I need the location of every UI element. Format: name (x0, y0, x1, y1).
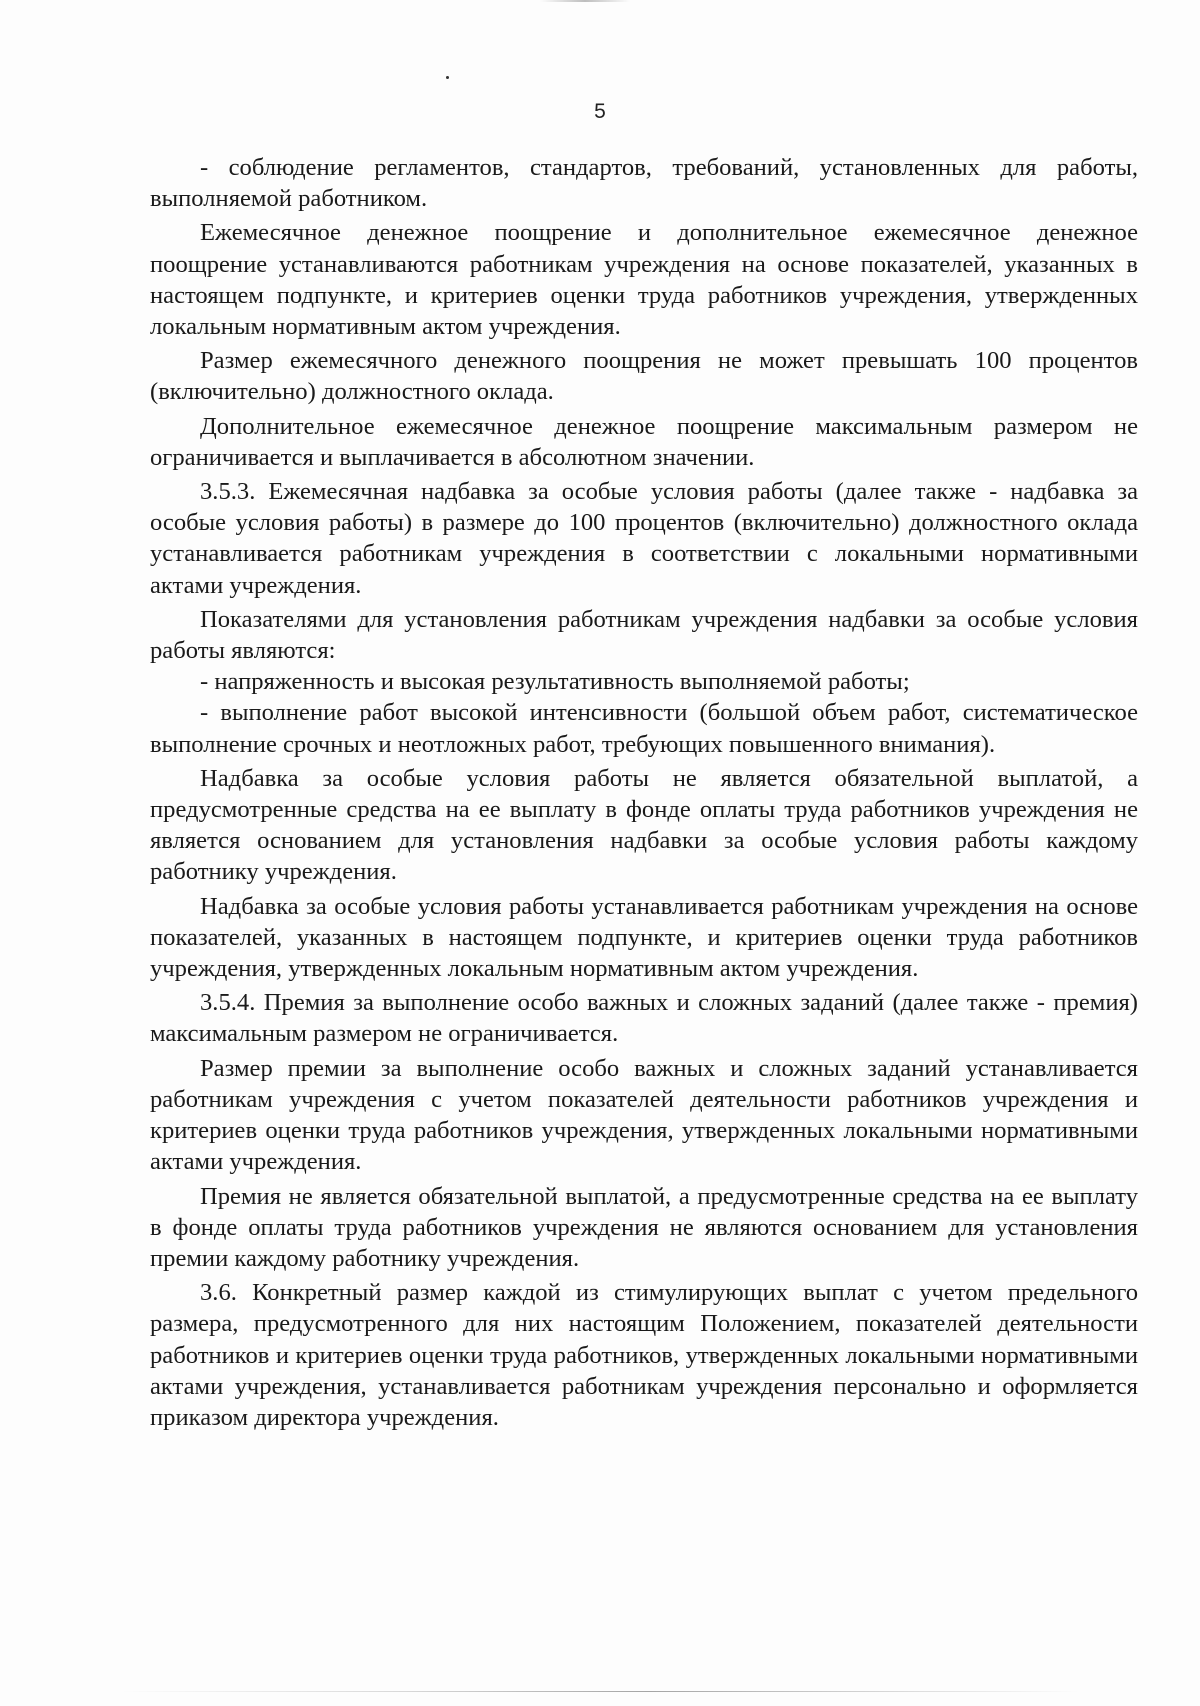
paragraph-7: - напряженность и высокая результативность выполняемой работы; (200, 668, 910, 696)
paragraph-9: Надбавка за особые условия работы не является обязательной выплатой, а предусмотренные средства на ее выплату в фонде оплаты труда работников учреждения не является основанием для установления надбавки за особые условия работы каждому работнику учреждения. (150, 764, 1138, 886)
paragraph-13: Премия не является обязательной выплатой, а предусмотренные средства на ее выплату в фонде оплаты труда работников учреждения не являются основанием для установления премии каждому работнику учреждения. (150, 1182, 1138, 1272)
paragraph-2: Ежемесячное денежное поощрение и дополнительное ежемесячное денежное поощрение устанавливаются работникам учреждения на основе показателей, указанных в настоящем подпункте, и критериев оценки труда работников учреждения, утвержденных локальным нормативным актом учреждения. (150, 219, 1138, 341)
paragraph-14: 3.6. Конкретный размер каждой из стимулирующих выплат с учетом предельного размера, предусмотренного для них настоящим Положением, показателей деятельности работников и критериев оценки труда работников, утвержденных локальными нормативными актами учреждения, устанавливается работникам учреждения персонально и оформляется приказом директора учреждения. (150, 1279, 1138, 1431)
paragraph-8: - выполнение работ высокой интенсивности (большой объем работ, систематическое выполнение срочных и неотложных работ, требующих повышенного внимания). (150, 699, 1138, 758)
paragraph-10: Надбавка за особые условия работы устанавливается работникам учреждения на основе показателей, указанных в настоящем подпункте, и критериев оценки труда работников учреждения, утвержденных локальным нормативным актом учреждения. (150, 892, 1138, 983)
page-number: 5 (594, 100, 606, 123)
paragraph-4: Дополнительное ежемесячное денежное поощрение максимальным размером не ограничивается и выплачивается в абсолютном значении. (150, 412, 1138, 471)
paragraph-11: 3.5.4. Премия за выполнение особо важных и сложных заданий (далее также - премия) максимальным размером не ограничивается. (150, 989, 1138, 1048)
paragraph-5: 3.5.3. Ежемесячная надбавка за особые условия работы (далее также - надбавка за особые условия работы) в размере до 100 процентов (включительно) должностного оклада устанавливается работникам учреждения в соответствии с локальными нормативными актами учреждения. (150, 478, 1138, 599)
paragraph-3: Размер ежемесячного денежного поощрения не может превышать 100 процентов (включительно) должностного оклада. (150, 347, 1138, 406)
paragraph-1: - соблюдение регламентов, стандартов, требований, установленных для работы, выполняемой работником. (150, 154, 1138, 213)
paragraph-12: Размер премии за выполнение особо важных и сложных заданий устанавливается работникам учреждения с учетом показателей деятельности работников учреждения и критериев оценки труда работников учреждения, утвержденных локальными нормативными актами учреждения. (150, 1054, 1138, 1176)
scan-speck (446, 76, 449, 79)
document-body (150, 152, 1138, 1433)
paragraph-6: Показателями для установления работникам учреждения надбавки за особые условия работы являются: (150, 605, 1138, 665)
scan-artifact-top (540, 0, 630, 2)
scan-artifact-bottom (120, 1691, 1080, 1692)
